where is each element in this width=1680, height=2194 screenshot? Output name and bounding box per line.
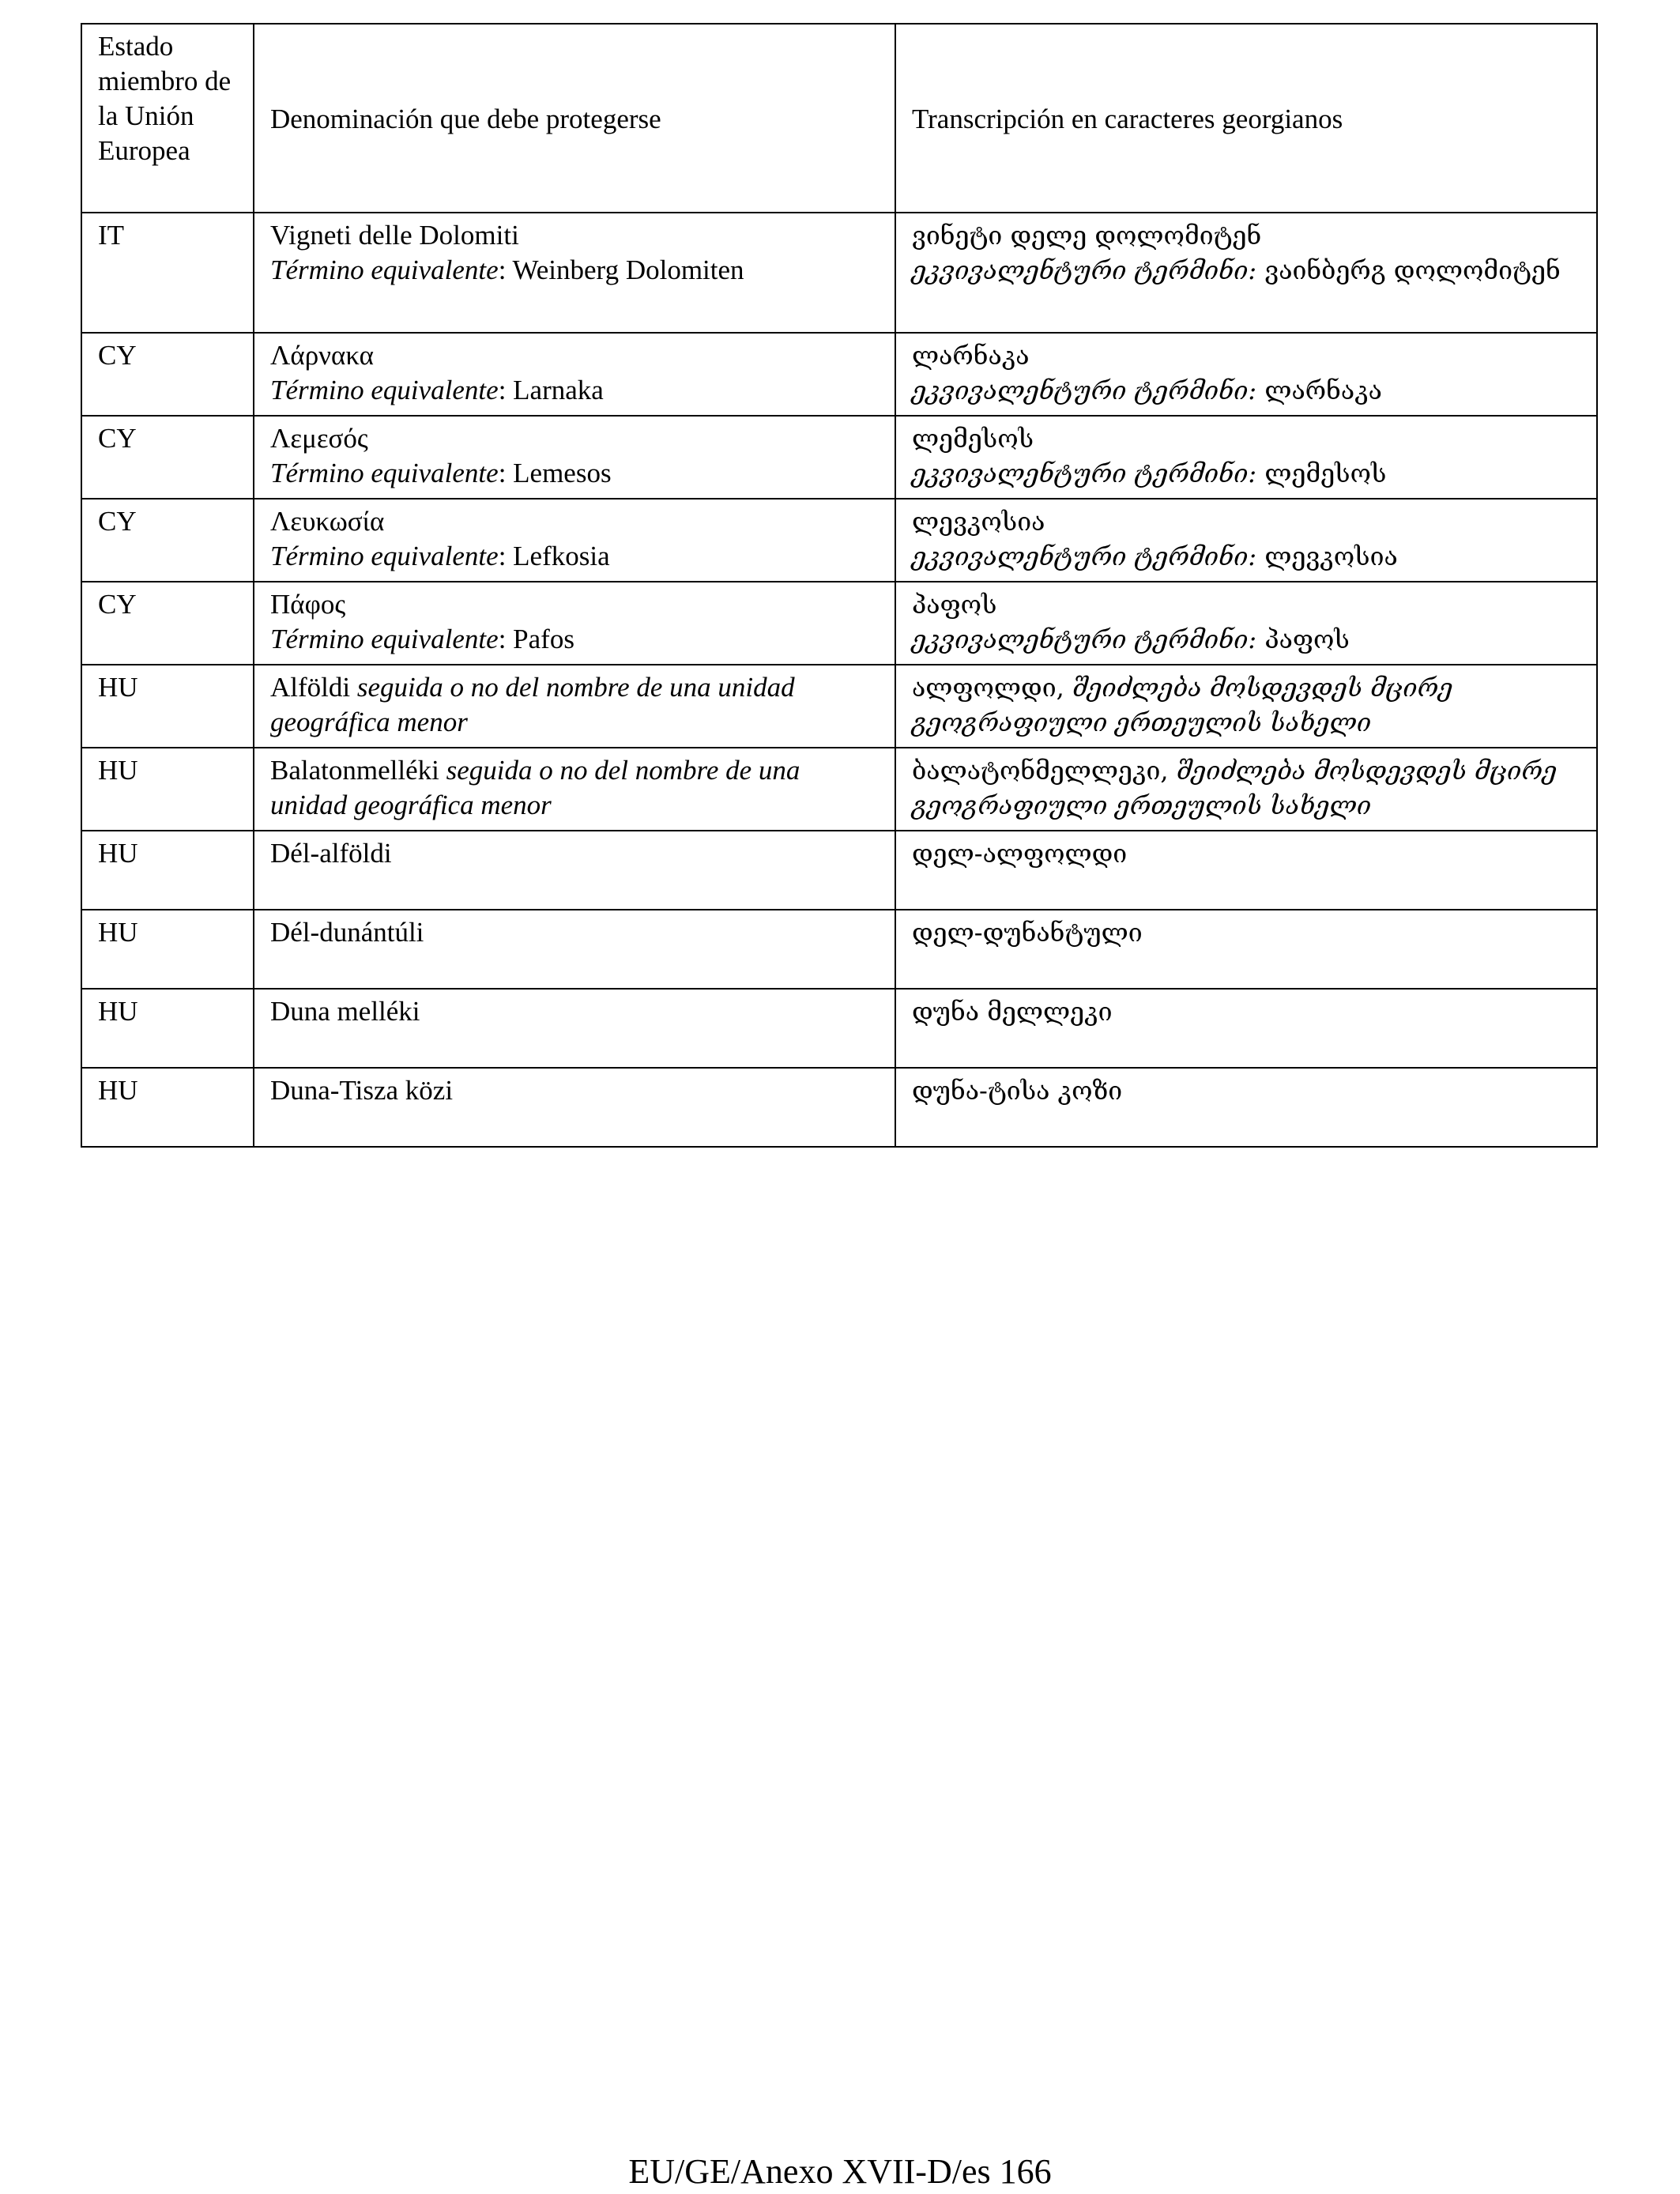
- cell-state: HU: [81, 831, 254, 910]
- table-row: [81, 582, 1597, 665]
- page-footer: EU/GE/Anexo XVII-D/es 166: [628, 2152, 1052, 2191]
- cell-transcription: ლემესოს ეკვივალენტური ტერმინი: ლემესოს: [895, 416, 1597, 499]
- table-row: [81, 1068, 1597, 1147]
- table-row: [81, 333, 1597, 416]
- table-row: [81, 831, 1597, 910]
- cell-name: Balatonmelléki seguida o no del nombre de una unidad geográfica menor: [254, 748, 895, 831]
- table-row: [81, 989, 1597, 1068]
- cell-name: Duna melléki: [254, 989, 895, 1068]
- table-row: [81, 748, 1597, 831]
- cell-transcription: ალფოლდი, შეიძლება მოსდევდეს მცირე გეოგრაფიული ერთეულის სახელი: [895, 665, 1597, 748]
- cell-transcription: ვინეტი დელე დოლომიტენ ეკვივალენტური ტერმინი: ვაინბერგ დოლომიტენ: [895, 213, 1597, 333]
- cell-name: Dél-alföldi: [254, 831, 895, 910]
- cell-state: HU: [81, 989, 254, 1068]
- cell-name: Dél-dunántúli: [254, 910, 895, 989]
- cell-name: Λεμεσός Término equivalente: Lemesos: [254, 416, 895, 499]
- table-row: [81, 665, 1597, 748]
- cell-name: Λευκωσία Término equivalente: Lefkosia: [254, 499, 895, 582]
- cell-name: Alföldi seguida o no del nombre de una unidad geográfica menor: [254, 665, 895, 748]
- header-transcription: Transcripción en caracteres georgianos: [895, 24, 1597, 213]
- cell-name: Vigneti delle Dolomiti Término equivalente: Weinberg Dolomiten: [254, 213, 895, 333]
- cell-state: HU: [81, 1068, 254, 1147]
- cell-state: HU: [81, 665, 254, 748]
- cell-state: HU: [81, 748, 254, 831]
- cell-name: Λάρνακα Término equivalente: Larnaka: [254, 333, 895, 416]
- cell-name: Πάφος Término equivalente: Pafos: [254, 582, 895, 665]
- cell-transcription: ლარნაკა ეკვივალენტური ტერმინი: ლარნაკა: [895, 333, 1597, 416]
- cell-state: CY: [81, 416, 254, 499]
- cell-transcription: ბალატონმელლეკი, შეიძლება მოსდევდეს მცირე გეოგრაფიული ერთეულის სახელი: [895, 748, 1597, 831]
- cell-state: CY: [81, 333, 254, 416]
- cell-state: IT: [81, 213, 254, 333]
- cell-state: CY: [81, 582, 254, 665]
- cell-transcription: დელ-დუნანტული: [895, 910, 1597, 989]
- cell-name: Duna-Tisza közi: [254, 1068, 895, 1147]
- cell-transcription: დელ-ალფოლდი: [895, 831, 1597, 910]
- header-member-state: Estado miembro de la Unión Europea: [81, 24, 254, 213]
- table-row: [81, 416, 1597, 499]
- table-header-row: [81, 24, 1597, 213]
- header-name: Denominación que debe protegerse: [254, 24, 895, 213]
- table-row: [81, 910, 1597, 989]
- cell-transcription: პაფოს ეკვივალენტური ტერმინი: პაფოს: [895, 582, 1597, 665]
- cell-transcription: დუნა მელლეკი: [895, 989, 1597, 1068]
- table-row: [81, 213, 1597, 333]
- cell-state: CY: [81, 499, 254, 582]
- cell-transcription: დუნა-ტისა კოზი: [895, 1068, 1597, 1147]
- protected-names-table: [81, 23, 1598, 1148]
- table-row: [81, 499, 1597, 582]
- cell-state: HU: [81, 910, 254, 989]
- cell-transcription: ლევკოსია ეკვივალენტური ტერმინი: ლევკოსია: [895, 499, 1597, 582]
